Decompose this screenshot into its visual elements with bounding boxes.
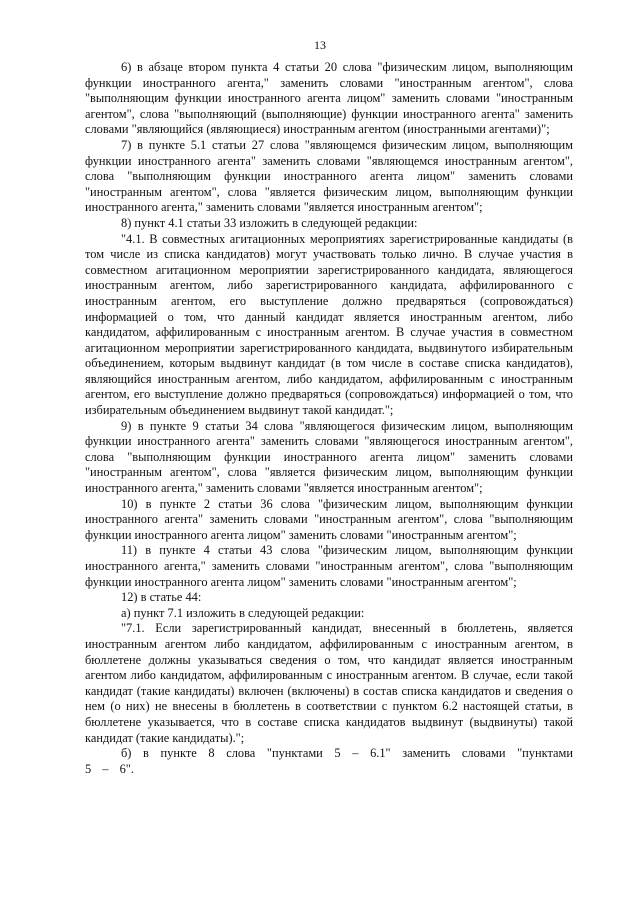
paragraph-subitem-b: б) в пункте 8 слова "пунктами 5 – 6.1" заменить словами "пунктами 5 – 6".: [85, 746, 573, 776]
paragraph-item-12: 12) в статье 44:: [121, 590, 202, 605]
paragraph-item-11: 11) в пункте 4 статьи 43 слова "физическим лицом, выполняющим функции иностранного агента," заменить словами "иностранным агентом", слова "выполняющим функции иностранного агента лицом" заменить словами "иностранным агентом";: [85, 543, 573, 589]
paragraph-item-7: 7) в пункте 5.1 статьи 27 слова "являющемся физическим лицом, выполняющим функции иностранного агента" заменить словами "являющемся иностранным агентом", слова "выполняющим функции иностранного агента лицом" заменить словами "иностранным агентом", слова "является физическим лицом, выполняющим функции иностранного агента," заменить словами "является иностранным агентом";: [85, 137, 573, 215]
page-number: 13: [314, 38, 326, 52]
paragraph-item-10: 10) в пункте 2 статьи 36 слова "физическим лицом, выполняющим функции иностранного агента" заменить словами "иностранным агентом", слова "выполняющим функции иностранного агента лицом" заменить словами "иностранным агентом";: [85, 496, 573, 542]
paragraph-quote-7-1: "7.1. Если зарегистрированный кандидат, внесенный в бюллетень, является иностранным агентом либо кандидатом, аффилированным с иностранным агентом, в бюллетене должны указываться сведения о том, что кандидат является иностранным агентом либо кандидатом, аффилированным с иностранным агентом. В случае, если такой кандидат (такие кандидаты) включен (включены) в состав списка кандидатов и сведения о нем (о них) не внесены в бюллетень в соответствии с пунктом 6.2 настоящей статьи, в бюллетене указывается, что в составе списка кандидатов выдвинут (выдвинуты) такой кандидат (такие кандидаты).";: [85, 621, 573, 745]
paragraph-subitem-a: а) пункт 7.1 изложить в следующей редакции:: [121, 605, 365, 620]
paragraph-item-9: 9) в пункте 9 статьи 34 слова "являющегося физическим лицом, выполняющим функции иностранного агента" заменить словами "являющегося иностранным агентом", слова "выполняющим функции иностранного агента лицом" заменить словами "иностранным агентом", слова "является физическим лицом, выполняющим функции иностранного агента," заменить словами "является иностранным агентом";: [85, 418, 573, 496]
paragraph-item-8: 8) пункт 4.1 статьи 33 изложить в следующей редакции:: [121, 215, 418, 230]
paragraph-item-6: 6) в абзаце втором пункта 4 статьи 20 слова "физическим лицом, выполняющим функции иностранного агента," заменить словами "иностранным агентом", слова "выполняющим функции иностранного агента лицом" заменить словами "иностранным агентом", слова "выполняющий (выполняющие) функции иностранного агента" заменить словами "являющийся (являющиеся) иностранным агентом (иностранными агентами)";: [85, 60, 573, 137]
document-body: [85, 60, 573, 777]
paragraph-quote-4-1: "4.1. В совместных агитационных мероприятиях зарегистрированные кандидаты (в том числе из списка кандидатов) могут участвовать только лично. В случае участия в совместном агитационном мероприятии зарегистрированного кандидата, являющегося иностранным агентом, либо зарегистрированного кандидата, аффилированного с иностранным агентом, его выступление должно предваряться (сопровождаться) информацией о том, что данный кандидат является иностранным агентом, либо кандидатом, аффилированным с иностранным агентом. В случае участия в совместном агитационном мероприятии зарегистрированного кандидата, выдвинутого избирательным объединением, которым выдвинут кандидат (в том числе в составе списка кандидатов), являющийся иностранным агентом, либо кандидатом, аффилированным с иностранным агентом, его выступление должно предваряться (сопровождаться) информацией о том, что избирательным объединением выдвинут такой кандидат.";: [85, 231, 573, 418]
